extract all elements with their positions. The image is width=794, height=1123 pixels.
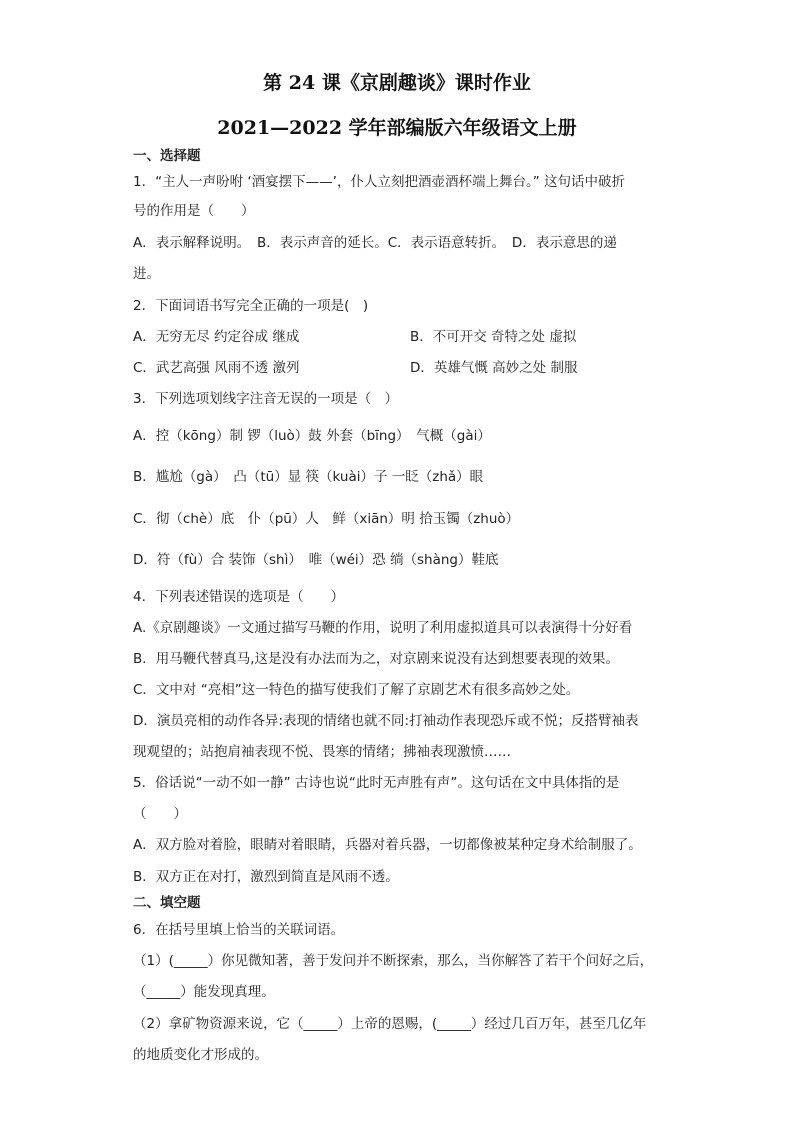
question-1-options-cont: 进。: [133, 266, 160, 282]
worksheet-title: 第 24 课《京剧趣谈》课时作业: [263, 72, 531, 94]
question-6-part-1-line-1: （1）(_____）你见微知著，善于发问并不断探索，那么，当你解答了若干个问好之后，: [133, 953, 654, 969]
question-2-stem: 2．下面词语书写完全正确的一项是( ): [133, 298, 369, 314]
question-6-stem: 6．在括号里填上恰当的关联词语。: [133, 922, 345, 938]
question-3-option-c: C．彻（chè）底 仆（pū）人 鲜（xiān）明 拾玉镯（zhuò）: [133, 511, 520, 527]
question-5-option-b: B．双方正在对打，激烈到简直是风雨不透。: [133, 869, 399, 885]
question-5-option-a: A．双方脸对着脸，眼睛对着眼睛，兵器对着兵器，一切都像被某种定身术给制服了。: [133, 837, 642, 853]
question-3-stem: 3．下列选项划线字注音无误的一项是（ ）: [133, 391, 399, 407]
question-4-option-d-line-2: 现观望的；站抱肩袖表现不悦、畏寒的情绪；拂袖表现激愤……: [133, 744, 511, 760]
question-4-option-d-line-1: D．演员亮相的动作各异:表现的情绪也就不同:打袖动作表现恐斥或不悦；反搭臂袖表: [133, 713, 639, 729]
question-6-part-2-line-1: （2）拿矿物资源来说，它（_____）上帝的恩赐，(_____）经过几百万年，甚至几亿年: [133, 1016, 647, 1032]
question-2-option-d: D．英雄气慨 高妙之处 制服: [410, 360, 578, 376]
question-6-part-2-line-2: 的地质变化才形成的。: [133, 1047, 268, 1063]
question-4-stem: 4．下列表述错误的选项是（ ）: [133, 589, 345, 605]
question-4-option-c: C．文中对 “亮相”这一特色的描写使我们了解了京剧艺术有很多高妙之处。: [133, 682, 580, 698]
worksheet-subtitle: 2021—2022 学年部编版六年级语文上册: [217, 117, 577, 139]
question-5-line-1: 5．俗话说“一动不如一静” 古诗也说“此时无声胜有声”。这句话在文中具体指的是: [133, 775, 620, 791]
question-6-part-1-line-2: （_____）能发现真理。: [133, 984, 275, 1000]
section-heading-fill: 二、填空题: [133, 895, 201, 911]
question-3-option-b: B．尴尬（gà） 凸（tū）显 筷（kuài）子 一眨（zhǎ）眼: [133, 469, 484, 485]
question-3-option-d: D．符（fù）合 装饰（shì） 唯（wéi）恐 绱（shàng）鞋底: [133, 552, 499, 568]
question-2-option-c: C．武艺高强 风雨不透 激列: [133, 360, 300, 376]
question-2-option-b: B．不可开交 奇特之处 虚拟: [410, 329, 577, 345]
question-1-line-1: 1．“主人一声吩咐 ‘酒宴摆下——’，仆人立刻把酒壶酒杯端上舞台。” 这句话中破折: [133, 174, 625, 190]
question-1-line-2: 号的作用是（ ）: [133, 203, 255, 219]
question-2-option-a: A．无穷无尽 约定谷成 继成: [133, 329, 300, 345]
question-3-option-a: A．控（kōng）制 锣（luò）鼓 外套（bīng） 气概（gài）: [133, 428, 491, 444]
question-4-option-a: A.《京剧趣谈》一文通过描写马鞭的作用，说明了利用虚拟道具可以表演得十分好看: [133, 620, 633, 636]
question-4-option-b: B．用马鞭代替真马,这是没有办法而为之，对京剧来说没有达到想要表现的效果。: [133, 651, 620, 667]
question-1-options: A．表示解释说明。 B．表示声音的延长。C．表示语意转折。 D．表示意思的递: [133, 235, 617, 251]
question-5-line-2: （ ）: [133, 806, 187, 822]
section-heading-choice: 一、选择题: [133, 148, 201, 164]
